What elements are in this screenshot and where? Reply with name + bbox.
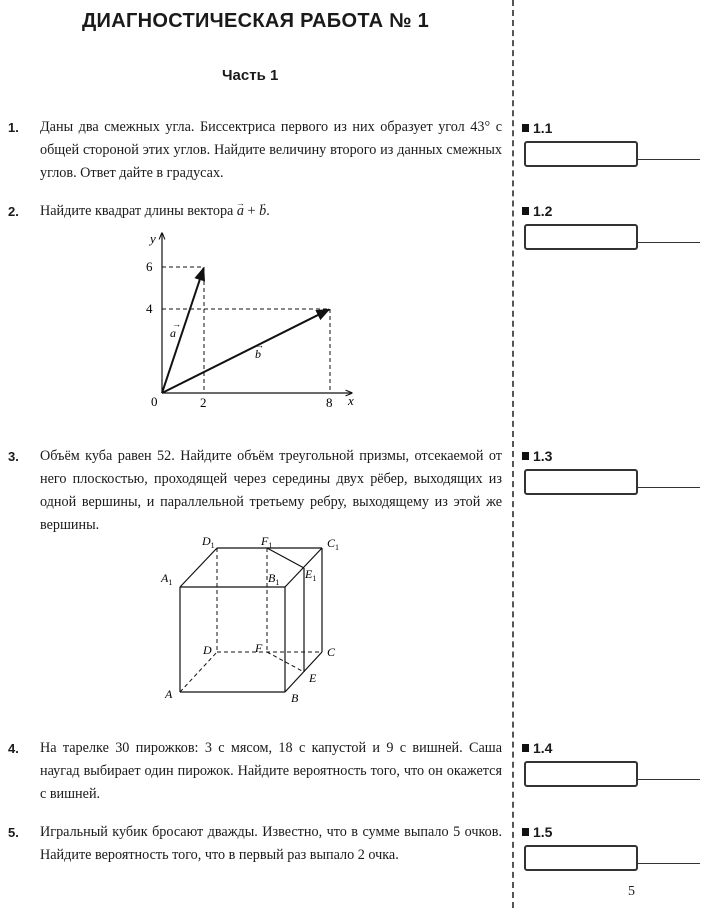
square-bullet-icon (522, 452, 529, 460)
origin-label: 0 (151, 394, 158, 409)
vector-b-label: b (255, 347, 261, 361)
answer-line-1-2 (636, 242, 700, 243)
vertex-d1-label: $D_1$ (202, 534, 215, 550)
answer-field-1-3[interactable] (524, 469, 638, 495)
square-bullet-icon (522, 744, 529, 752)
task-4-number: 4. (8, 741, 19, 756)
answer-field-1-5[interactable] (524, 845, 638, 871)
vertex-b1-label: $B_1$ (268, 571, 280, 587)
vertex-a-label: A (165, 687, 173, 701)
vector-a-arrow-sign: → (172, 319, 181, 329)
vector-a-symbol: → a (237, 203, 244, 219)
square-bullet-icon (522, 207, 529, 215)
vector-b-arrow (162, 309, 329, 393)
answer-label-1-5: 1.5 (522, 824, 552, 840)
page-number: 5 (628, 884, 635, 899)
vector-diagram (140, 225, 370, 415)
vertex-e-label: E (309, 671, 317, 685)
answer-label-1-4: 1.4 (522, 740, 552, 756)
task-2-number: 2. (8, 204, 19, 219)
answer-line-1-3 (636, 487, 700, 488)
vector-b-symbol: → b (259, 203, 266, 219)
answer-field-1-1[interactable] (524, 141, 638, 167)
vector-a-label: a (170, 326, 176, 340)
vertex-c-label: C (327, 645, 336, 659)
vertex-e1-label: $E_1$ (305, 567, 317, 583)
answer-line-1-5 (636, 863, 700, 864)
page-title: ДИАГНОСТИЧЕСКАЯ РАБОТА № 1 (82, 10, 430, 32)
x-axis-label: x (348, 393, 354, 408)
vector-b-arrow-sign: → (255, 340, 264, 350)
square-bullet-icon (522, 124, 529, 132)
x-tick-label: 2 (200, 395, 207, 410)
task-4-text: На тарелке 30 пирожков: 3 с мясом, 18 с капустой и 9 с вишней. Саша наугад выбирает один пирожок. Найдите вероятность того, что он окажется с вишней. (40, 740, 502, 802)
vertex-f1-label: $F_1$ (261, 534, 273, 550)
vertex-c1-label: $C_1$ (327, 536, 340, 552)
task-1-text: Даны два смежных угла. Биссектриса первого из них образует угол 43° с общей стороной этих углов. Найдите величину второго из данных смежных углов. Ответ дайте в градусах. (40, 119, 502, 181)
y-axis-label: y (150, 231, 156, 246)
vertex-d-label: D (203, 643, 212, 657)
task-2-text: Найдите квадрат длины вектора → a + → b. (40, 200, 502, 223)
x-tick-label: 8 (326, 395, 333, 410)
answer-line-1-4 (636, 779, 700, 780)
answer-field-1-4[interactable] (524, 761, 638, 787)
answer-label-1-2: 1.2 (522, 203, 552, 219)
dashed-guides (162, 267, 330, 393)
vertex-f-label: F (255, 641, 263, 655)
task-5-text: Игральный кубик бросают дважды. Известно, что в сумме выпало 5 очков. Найдите вероятность того, что в первый раз выпало 2 очка. (40, 824, 502, 863)
part-heading: Часть 1 (222, 67, 279, 84)
vertex-a1-label: $A_1$ (161, 571, 173, 587)
square-bullet-icon (522, 828, 529, 836)
vertex-b-label: B (291, 691, 299, 705)
answer-line-1-1 (636, 159, 700, 160)
answer-label-1-3: 1.3 (522, 448, 552, 464)
cube-diagram (155, 530, 355, 710)
task-3-text: Объём куба равен 52. Найдите объём треугольной призмы, отсекаемой от него плоскостью, проходящей через середины двух рёбер, выходящих из одной вершины, и параллельной третьему ребру, выходящему из этой же вершины. (40, 448, 502, 533)
y-tick-label: 4 (146, 301, 153, 316)
answer-field-1-2[interactable] (524, 224, 638, 250)
answer-label-1-1: 1.1 (522, 120, 552, 136)
y-tick-label: 6 (146, 259, 153, 274)
task-3-number: 3. (8, 449, 19, 464)
dashed-divider (512, 0, 514, 908)
task-1-number: 1. (8, 120, 19, 135)
task-5-number: 5. (8, 825, 19, 840)
